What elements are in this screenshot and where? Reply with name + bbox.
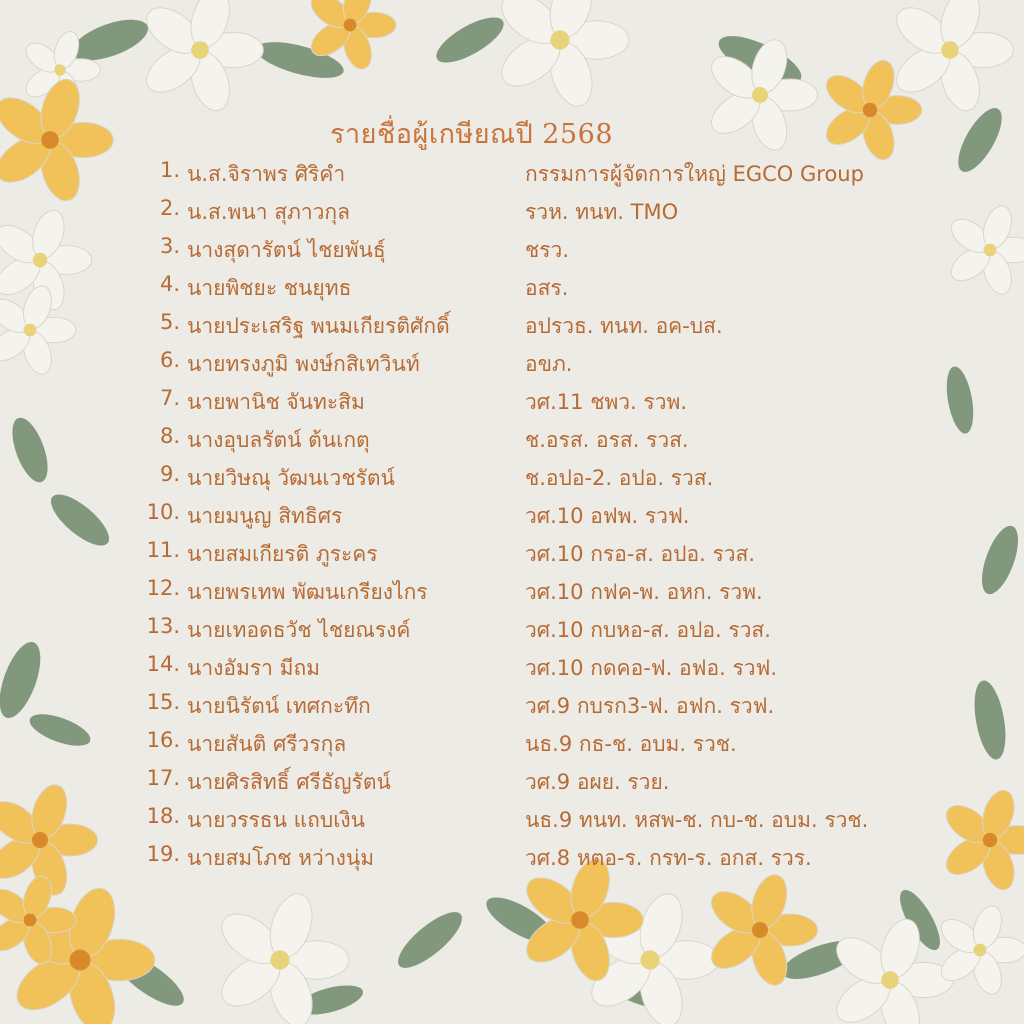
- list-item: [140, 234, 960, 272]
- item-name: นายประเสริฐ พนมเกียรติศักดิ์: [187, 314, 450, 338]
- item-number: 8.: [159, 424, 180, 448]
- item-number: 11.: [146, 538, 180, 562]
- list-item: [140, 538, 960, 576]
- leaf-icon: [975, 521, 1024, 598]
- list-item: [140, 500, 960, 538]
- list-item: [140, 386, 960, 424]
- item-name: นางสุดารัตน์ ไชยพันธุ์: [187, 238, 386, 262]
- yellow-flower-icon: [32, 832, 48, 848]
- yellow-flower-icon: [41, 131, 59, 149]
- item-name: นายพานิช จันทะสิม: [187, 390, 365, 414]
- yellow-flower-icon: [863, 103, 877, 117]
- item-number: 17.: [146, 766, 180, 790]
- white-flower-icon: [984, 244, 997, 257]
- item-position: วศ.8 หตอ-ร. กรท-ร. อกส. รวร.: [525, 846, 812, 870]
- leaf-icon: [430, 9, 510, 71]
- white-flower-icon: [33, 253, 47, 267]
- item-number: 15.: [146, 690, 180, 714]
- list-item: [140, 272, 960, 310]
- white-flower-icon: [270, 950, 289, 969]
- list-item: [140, 842, 960, 880]
- yellow-flower-icon: [752, 922, 768, 938]
- item-position: ช.อรส. อรส. รวส.: [525, 428, 689, 452]
- white-flower-icon: [752, 87, 768, 103]
- white-flower-icon: [550, 30, 569, 49]
- item-number: 2.: [159, 196, 180, 220]
- yellow-flower-icon: [70, 950, 91, 971]
- item-position: วศ.10 กบหอ-ส. อปอ. รวส.: [525, 618, 771, 642]
- leaf-icon: [5, 413, 55, 486]
- item-name: นายสมโภช หว่างนุ่ม: [187, 846, 375, 870]
- white-flower-icon: [974, 944, 987, 957]
- item-number: 13.: [146, 614, 180, 638]
- item-name: น.ส.พนา สุภาวกุล: [187, 200, 351, 224]
- item-position: นธ.9 กธ-ช. อบม. รวช.: [525, 732, 737, 756]
- item-number: 10.: [146, 500, 180, 524]
- item-position: วศ.10 กรอ-ส. อปอ. รวส.: [525, 542, 756, 566]
- leaf-icon: [390, 904, 469, 977]
- item-number: 6.: [159, 348, 180, 372]
- yellow-flower-icon: [24, 914, 37, 927]
- white-flower-icon: [24, 324, 37, 337]
- item-name: นายพรเทพ พัฒนเกรียงไกร: [187, 580, 428, 604]
- yellow-flower-icon: [344, 19, 357, 32]
- item-name: นายเทอดธวัช ไชยณรงค์: [187, 618, 411, 642]
- item-position: วศ.11 ชพว. รวพ.: [525, 390, 688, 414]
- list-item: [140, 690, 960, 728]
- item-number: 16.: [146, 728, 180, 752]
- item-number: 5.: [159, 310, 180, 334]
- list-item: [140, 310, 960, 348]
- leaf-icon: [43, 486, 116, 554]
- item-position: วศ.9 กบรก3-ฟ. อฟก. รวฟ.: [525, 694, 775, 718]
- item-position: วศ.9 อผย. รวย.: [525, 770, 670, 794]
- list-item: [140, 158, 960, 196]
- item-name: นายศิรสิทธิ์ ศรีธัญรัตน์: [187, 770, 391, 794]
- item-number: 9.: [159, 462, 180, 486]
- item-number: 12.: [146, 576, 180, 600]
- item-position: วศ.10 อฟพ. รวฟ.: [525, 504, 690, 528]
- page-title: รายชื่อผู้เกษียณปี 2568: [330, 119, 614, 150]
- item-position: รวห. ทนท. TMO: [525, 200, 679, 224]
- item-name: นายนิรัตน์ เทศกะทึก: [187, 694, 371, 718]
- item-number: 18.: [146, 804, 180, 828]
- leaf-icon: [969, 678, 1010, 762]
- list-item: [140, 576, 960, 614]
- list-item: [140, 348, 960, 386]
- item-name: นายทรงภูมิ พงษ์กสิเทวินท์: [187, 352, 420, 376]
- item-name: นางอัมรา มีถม: [187, 656, 321, 680]
- white-flower-icon: [881, 971, 899, 989]
- list-item: [140, 462, 960, 500]
- item-number: 7.: [159, 386, 180, 410]
- item-position: วศ.10 กฟค-พ. อหก. รวพ.: [525, 580, 763, 604]
- leaf-icon: [26, 708, 94, 752]
- white-flower-icon: [54, 64, 65, 75]
- item-name: นายสันติ ศรีวรกุล: [187, 732, 347, 756]
- item-number: 4.: [159, 272, 180, 296]
- item-name: น.ส.จิราพร ศิริคำ: [187, 162, 346, 186]
- item-number: 3.: [159, 234, 180, 258]
- list-item: [140, 196, 960, 234]
- item-position: อปรวธ. ทนท. อค-บส.: [525, 314, 723, 338]
- item-position: กรรมการผู้จัดการใหญ่ EGCO Group: [525, 162, 864, 186]
- list-item: [140, 804, 960, 842]
- item-name: นายพิชยะ ชนยุทธ: [187, 276, 352, 300]
- item-name: นายวรรธน แถบเงิน: [187, 808, 366, 832]
- yellow-flower-icon: [571, 911, 589, 929]
- list-item: [140, 424, 960, 462]
- item-number: 1.: [159, 158, 180, 182]
- item-position: อสร.: [525, 276, 569, 300]
- item-name: นางอุบลรัตน์ ต้นเกตุ: [187, 428, 370, 452]
- item-position: นธ.9 ทนท. หสพ-ช. กบ-ช. อบม. รวช.: [525, 808, 869, 832]
- item-position: อขภ.: [525, 352, 573, 376]
- item-name: นายมนูญ สิทธิศร: [187, 504, 343, 528]
- leaf-icon: [0, 637, 49, 723]
- item-position: ช.อปอ-2. อปอ. รวส.: [525, 466, 714, 490]
- item-position: ชรว.: [525, 238, 569, 262]
- yellow-flower-icon: [983, 833, 997, 847]
- item-number: 19.: [146, 842, 180, 866]
- item-number: 14.: [146, 652, 180, 676]
- list-item: [140, 728, 960, 766]
- list-item: [140, 766, 960, 804]
- item-name: นายวิษณุ วัฒนเวชรัตน์: [187, 466, 395, 490]
- white-flower-icon: [640, 950, 659, 969]
- item-name: นายสมเกียรติ ภูระคร: [187, 542, 378, 566]
- white-flower-icon: [941, 41, 959, 59]
- list-item: [140, 652, 960, 690]
- white-flower-icon: [191, 41, 209, 59]
- item-position: วศ.10 กดคอ-ฟ. อฟอ. รวฟ.: [525, 656, 778, 680]
- list-item: [140, 614, 960, 652]
